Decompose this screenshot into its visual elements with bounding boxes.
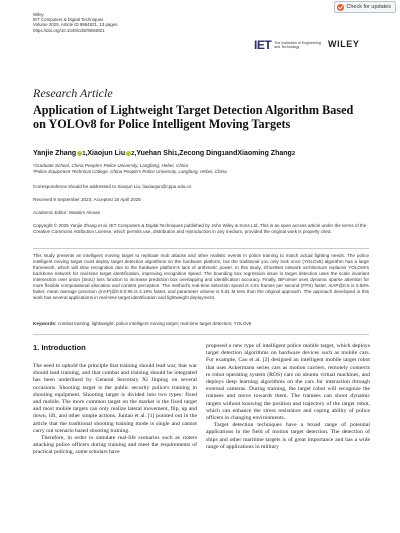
copyright: Copyright © 2025 Yanjie Zhang et al. IET Computers & Digital Techniques published by John Wiley & Sons Ltd. This is an open access article under the terms of the Creative Commons Attribution License, which permits use, distribution and reproduction in any medium, provided the original work is properly cited.	[33, 223, 367, 234]
paragraph: Therefore, in order to simulate real-life scenarios such as rioters attacking police officers during training and meet the requirements of practical policing, some scholars have	[33, 435, 197, 456]
right-column	[206, 343, 370, 451]
author-2[interactable]: Xiaojun Liu	[87, 150, 126, 157]
section-title: 1. Introduction	[33, 343, 86, 352]
volume-line: Volume 2025, Article ID 9984821, 13 pages	[33, 22, 118, 28]
journal-meta	[33, 12, 117, 33]
author-separator: and	[224, 150, 238, 157]
check-badge-icon	[337, 4, 344, 11]
author-3-affil: 1	[174, 150, 178, 157]
abstract-bottom-rule	[33, 334, 369, 335]
author-4[interactable]: Zecong Ding	[179, 150, 222, 157]
abstract-top-rule	[33, 248, 369, 249]
author-1[interactable]: Yanjie Zhang	[33, 150, 77, 157]
wiley-logo: WILEY	[328, 39, 360, 49]
paragraph: proposed a new type of intelligent police mobile target, which deploys target detection algorithms on hardware devices such as mobile cars. For example, Cao et al. [2] designed an intelligent mobile target robot that uses Ackermann series cars as motion carriers, remotely connects to robot operating system (ROS) cars on ubuntu virtual machines, and deploys deep learning algorithms on the cars for interaction through external cameras. During training, the target robot will recognize the trainees and move towards them. The trainees can shoot dynamic targets without knowing the position and trajectory of the target robot, which can enhance the stress resistance and coping ability of police officers in changing environments.	[206, 343, 370, 422]
correspondence: Correspondence should be addressed to Xiaojun Liu; liuxiaojun@cppu.edu.cn	[33, 184, 192, 189]
check-for-updates-button[interactable]	[334, 1, 396, 13]
affiliation-2: ²Police Equipment Technical College, China People's Police University, Langfang, Hebei, China	[33, 169, 227, 174]
academic-editor: Academic Editor: Wassim Alexan	[33, 210, 101, 215]
affiliation-1: ¹Graduate School, China People's Police University, Langfang, Hebei, China	[33, 163, 189, 168]
author-5-affil: 2	[291, 150, 296, 157]
author-2-affil: 2	[131, 150, 135, 157]
author-3[interactable]: Yuehan Shi	[136, 150, 175, 157]
check-for-updates-label: Check for updates	[346, 4, 391, 10]
publisher-line: Wiley	[33, 12, 44, 17]
author-separator: ,	[85, 150, 88, 157]
dates: Received 9 September 2024; Accepted 18 April 2025	[33, 197, 141, 202]
abstract: This study presents an intelligent moving target to replicate mob attacks and other realistic events in police training to match actual fighting needs. The police intelligent moving target must deploy target detection algorithms on the hardware platform, but the traditional you only look once (YOLOv8) algorithm has a large framework, which will slow recognition due to the hardware platform's lack of arithmetic power. In this study, GhostNet network architecture replaces YOLOv8's backbone network for real-time target identification, improving recognition speed. The bounding box regression issue in target detection uses the scale invariant intersection over union (SIoU) loss function to increase prediction box overlapping and identification accuracy. Finally, BiFormer uses dynamic sparse attention for more flexible computational allocation and content perception. The method's real-time detection speed is 4.81 frames per second (FPS) faster, mAP@0.5 is 5.58% faster, mean average precision (mAP)@0.5:0.95 is 4.19% faster, and parameter volume is 5.81 M less than the original approach. The approach developed in this work has several applications in real-time target identification and lightweight deployment.	[33, 253, 369, 300]
affiliations	[33, 163, 227, 175]
author-4-affil: 1	[221, 150, 225, 157]
left-column	[33, 363, 197, 457]
author-1-affil: 1	[82, 150, 86, 157]
paragraph: Target detection techniques have a broad range of potential applications in the field of motion target detection. The detection of ships and other maritime targets is of great importance and has a wide range of applications in military	[206, 422, 370, 450]
article-type: Research Article	[33, 86, 113, 100]
keywords	[33, 321, 369, 327]
iet-mark: IET	[254, 38, 272, 52]
article-title: Application of Lightweight Target Detection Algorithm Based on YOLOv8 for Police Intelligent Moving Targets	[33, 103, 354, 131]
journal-name: IET Computers & Digital Techniques	[33, 17, 104, 23]
author-5[interactable]: Xiaoming Zhang	[237, 150, 292, 157]
author-list	[33, 150, 295, 157]
doi-link[interactable]: https://doi.org/10.1049/cdt2/9984821	[33, 27, 105, 33]
author-separator: ,	[134, 150, 137, 157]
keywords-label: Keywords:	[33, 321, 57, 326]
author-separator: ,	[177, 150, 180, 157]
iet-logo	[254, 38, 326, 52]
iet-text: The Institution of Engineering and Technology	[274, 40, 321, 49]
paragraph: The need to uphold the principle that training should lead war, that war should lead training, and that combat and training should be integrated has been underlined by General Secretary Xi Jinping on several occasions. Shooting target is the public security police's training in shooting equipment. Shooting target is divided into two types: fixed and mobile. The more common target on the market is the fixed target and most mobile targets can only realize lateral movement, flip, up and down, lift, and other simple actions. Juntao et al. [1] pointed out in the article that the traditional shooting training mode is single and cannot carry out scenario based shooting training.	[33, 363, 197, 434]
keywords-list: combat training; lightweight; police intelligent moving target; real-time target detection; YOLOv8	[56, 321, 252, 326]
